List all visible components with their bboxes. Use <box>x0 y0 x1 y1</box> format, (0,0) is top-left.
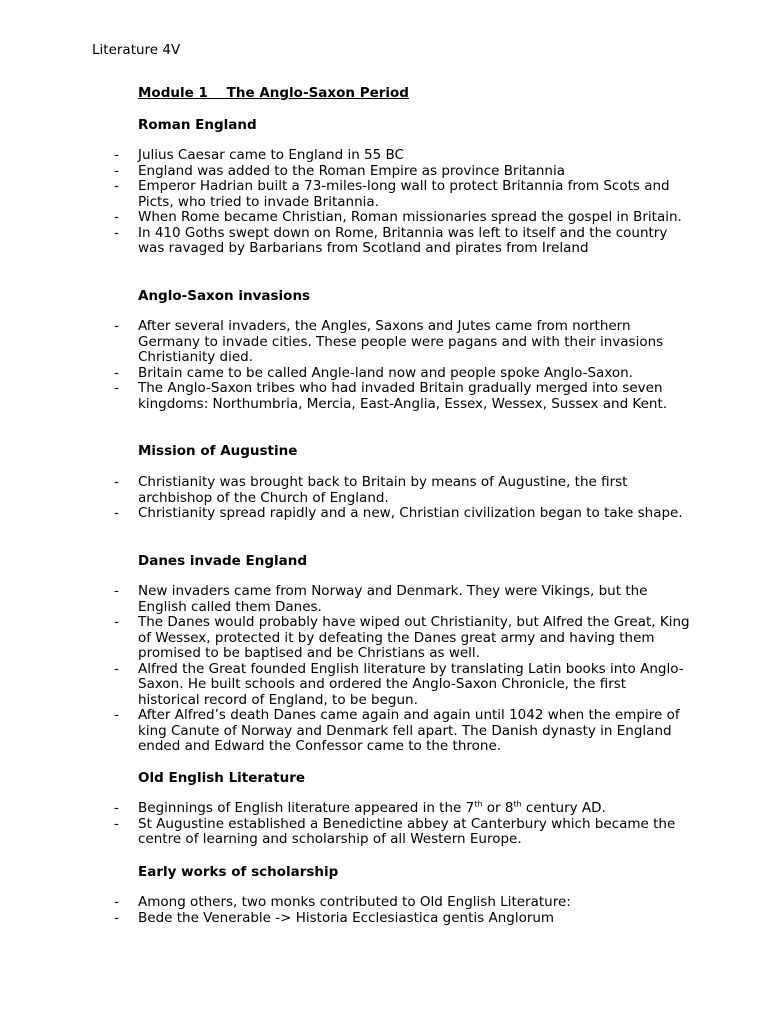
list-item <box>110 615 690 662</box>
list-item <box>110 708 690 755</box>
list-item-text: After several invaders, the Angles, Saxons and Jutes came from northern Germany to invade cities. These people were pagans and with their invasions Christianity died. <box>138 318 664 365</box>
bullet-dash: - <box>114 707 119 723</box>
section-heading-mission-of-augustine: Mission of Augustine <box>138 443 298 459</box>
list-item-text: The Anglo-Saxon tribes who had invaded Britain gradually merged into seven kingdoms: Northumbria, Mercia, East-Anglia, Essex, Wessex, Sussex and Kent. <box>138 380 668 412</box>
list-old-english-literature <box>110 801 690 848</box>
bullet-dash: - <box>114 380 119 396</box>
list-danes-invade-england <box>110 584 690 755</box>
section-heading-early-works-of-scholarship: Early works of scholarship <box>138 864 339 880</box>
list-item-text: Emperor Hadrian built a 73-miles-long wall to protect Britannia from Scots and Picts, who tried to invade Britannia. <box>138 178 670 210</box>
list-item <box>110 366 690 382</box>
bullet-dash: - <box>114 505 119 521</box>
document-header: Literature 4V <box>92 42 181 58</box>
page-title: Module 1 The Anglo-Saxon Period <box>138 85 409 101</box>
list-item <box>110 226 690 257</box>
list-item-text: In 410 Goths swept down on Rome, Britannia was left to itself and the country was ravaged by Barbarians from Scotland and pirates from Ireland <box>138 224 668 256</box>
bullet-dash: - <box>114 815 119 832</box>
list-roman-england <box>110 148 690 257</box>
list-item-text: After Alfred’s death Danes came again and again until 1042 when the empire of king Canute of Norway and Denmark fell apart. The Danish dynasty in England ended and Edward the Confessor came to the throne. <box>138 707 680 754</box>
bullet-dash: - <box>114 660 119 677</box>
bullet-dash: - <box>114 800 119 816</box>
list-item <box>110 381 690 412</box>
list-item <box>110 801 690 817</box>
list-item <box>110 584 690 615</box>
list-item-text: Bede the Venerable -> Historia Ecclesiastica gentis Anglorum <box>138 909 555 926</box>
list-mission-of-augustine <box>110 475 690 522</box>
bullet-dash: - <box>114 364 119 381</box>
list-item-text: England was added to the Roman Empire as province Britannia <box>138 162 566 179</box>
bullet-dash: - <box>114 147 119 163</box>
list-item <box>110 148 690 164</box>
list-item <box>110 662 690 709</box>
list-item-text: Among others, two monks contributed to Old English Literature: <box>138 894 571 910</box>
section-heading-roman-england: Roman England <box>138 117 257 133</box>
list-item <box>110 164 690 180</box>
list-item-text: Britain came to be called Angle-land now and people spoke Anglo-Saxon. <box>138 364 633 381</box>
list-item <box>110 506 690 522</box>
bullet-dash: - <box>114 178 119 194</box>
bullet-dash: - <box>114 909 119 926</box>
text-fragment: or 8 <box>482 800 514 816</box>
bullet-dash: - <box>114 583 119 599</box>
list-anglo-saxon-invasions <box>110 319 690 412</box>
list-item-text: St Augustine established a Benedictine abbey at Canterbury which became the centre of learning and scholarship of all Western Europe. <box>138 815 676 847</box>
section-heading-anglo-saxon-invasions: Anglo-Saxon invasions <box>138 288 311 304</box>
list-item <box>110 475 690 506</box>
bullet-dash: - <box>114 162 119 179</box>
section-heading-danes-invade-england: Danes invade England <box>138 553 307 569</box>
bullet-dash: - <box>114 614 119 630</box>
ordinal-suffix: th <box>474 799 483 809</box>
list-item-text: Christianity was brought back to Britain by means of Augustine, the first archbishop of the Church of England. <box>138 474 628 506</box>
list-item <box>110 895 690 911</box>
list-item-text: Alfred the Great founded English literature by translating Latin books into Anglo-Saxon. He built schools and ordered the Anglo-Saxon Chronicle, the first historical record of England, to be begun. <box>138 660 684 708</box>
list-item-text: New invaders came from Norway and Denmark. They were Vikings, but the English called them Danes. <box>138 583 648 615</box>
list-item-text: The Danes would probably have wiped out Christianity, but Alfred the Great, King of Wessex, protected it by defeating the Danes great army and having them promised to be baptised and be Christians as well. <box>138 614 690 661</box>
list-item <box>110 319 690 366</box>
list-item-text: Christianity spread rapidly and a new, Christian civilization began to take shape. <box>138 505 683 521</box>
bullet-dash: - <box>114 209 119 225</box>
list-item-text <box>138 800 606 816</box>
list-item <box>110 817 690 848</box>
text-fragment: Beginnings of English literature appeared in the 7 <box>138 800 475 816</box>
bullet-dash: - <box>114 318 119 334</box>
section-heading-old-english-literature: Old English Literature <box>138 770 306 786</box>
list-item-text: Julius Caesar came to England in 55 BC <box>138 147 404 163</box>
list-item-text: When Rome became Christian, Roman missionaries spread the gospel in Britain. <box>138 209 682 225</box>
bullet-dash: - <box>114 474 119 490</box>
list-early-works-of-scholarship <box>110 895 690 926</box>
bullet-dash: - <box>114 894 119 910</box>
text-fragment: century AD. <box>521 800 606 816</box>
list-item <box>110 911 690 927</box>
ordinal-suffix: th <box>513 799 522 809</box>
list-item <box>110 210 690 226</box>
list-item <box>110 179 690 210</box>
bullet-dash: - <box>114 224 119 241</box>
